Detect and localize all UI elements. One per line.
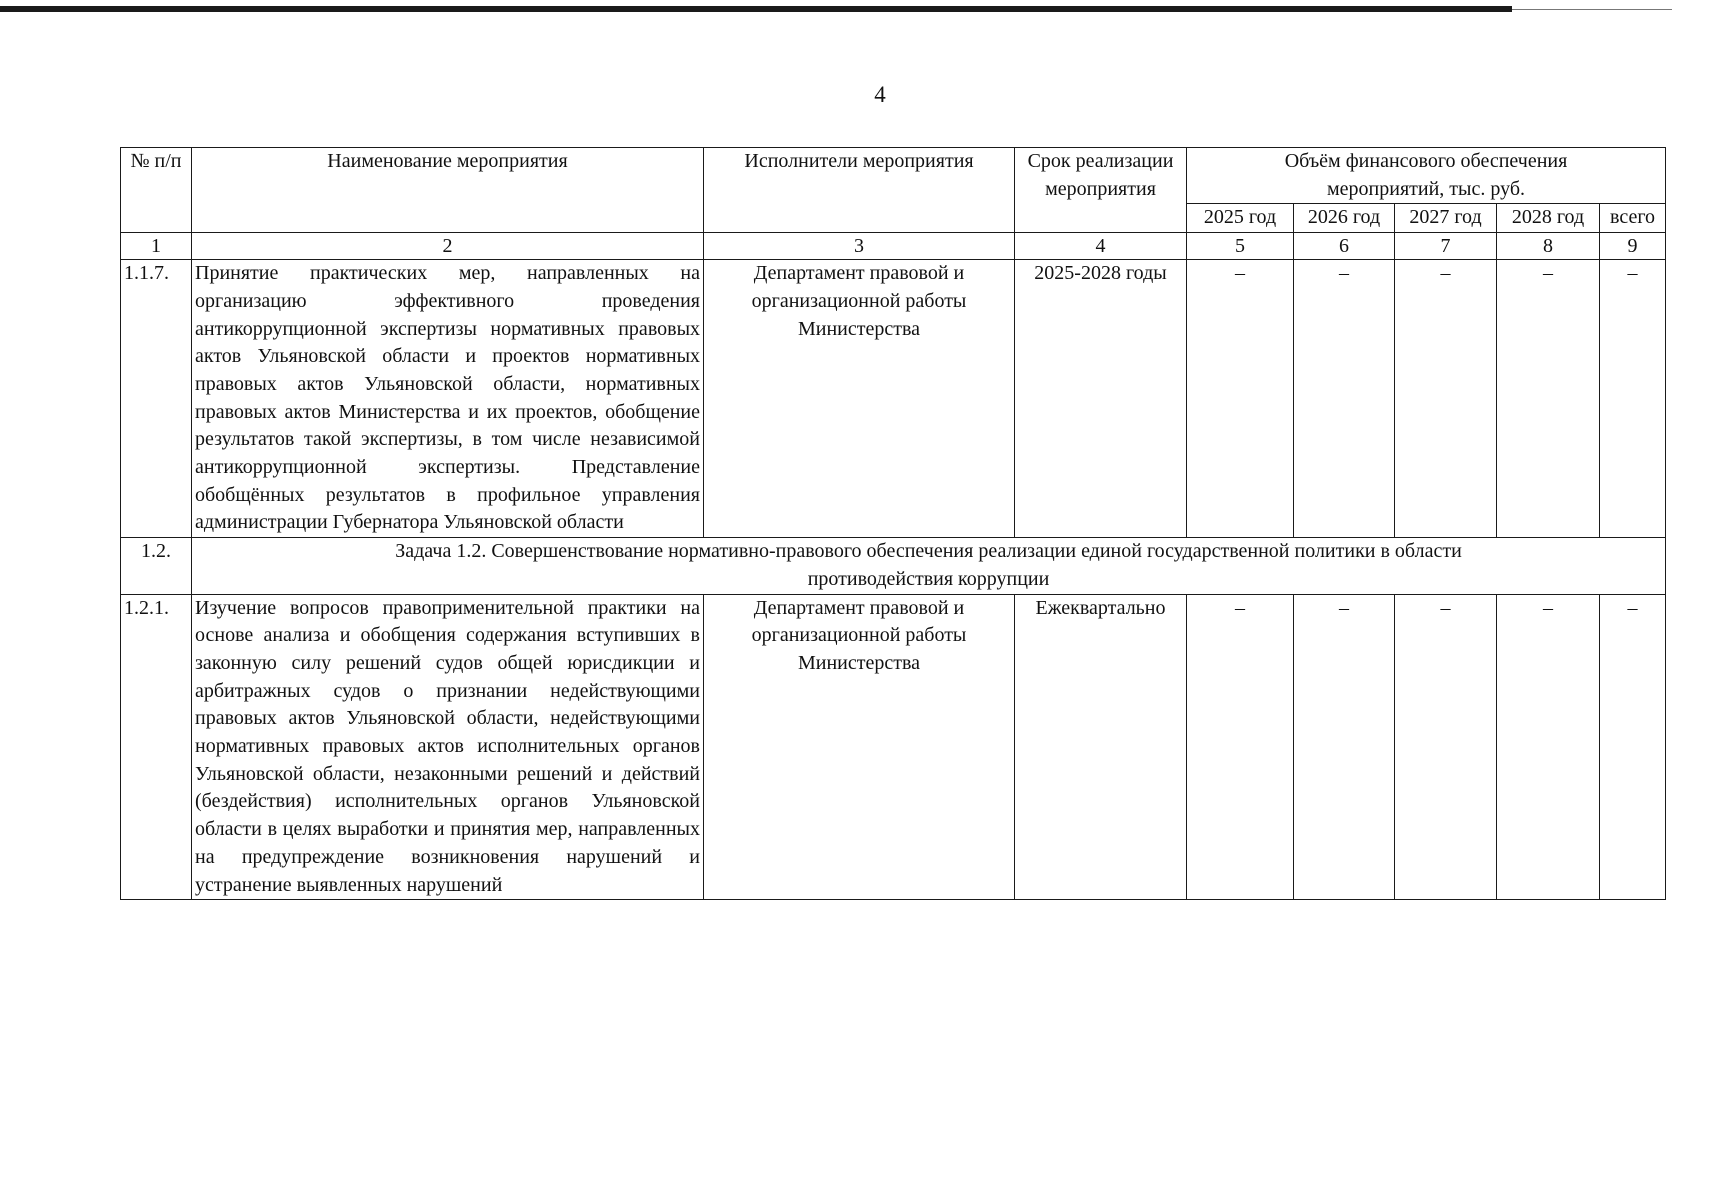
measure-executors: Департамент правовой и организационной работы Министерства <box>704 260 1015 538</box>
header-year-2027: 2027 год <box>1395 204 1497 233</box>
header-total: всего <box>1600 204 1666 233</box>
measure-name: Принятие практических мер, направленных на организацию эффективного проведения антикоррупционной экспертизы нормативных правовых актов Ульяновской области и проектов нормативных правовых актов Ульяновской области, нормативных правовых актов Министерства и их проектов, обобщение результатов такой экспертизы, в том числе независимой антикоррупционной экспертизы. Представление обобщённых результатов в профильное управления администрации Губернатора Ульяновской области <box>192 260 704 538</box>
finance-2028: – <box>1497 260 1600 538</box>
finance-total: – <box>1600 260 1666 538</box>
column-number: 8 <box>1497 233 1600 260</box>
finance-total: – <box>1600 594 1666 900</box>
header-term: Срок реализации мероприятия <box>1015 148 1187 233</box>
header-executors: Исполнители мероприятия <box>704 148 1015 233</box>
column-number: 9 <box>1600 233 1666 260</box>
top-border-rule <box>0 6 1512 12</box>
measure-term: 2025-2028 годы <box>1015 260 1187 538</box>
column-number: 2 <box>192 233 704 260</box>
finance-2027: – <box>1395 260 1497 538</box>
column-number: 3 <box>704 233 1015 260</box>
measures-table <box>120 147 1666 900</box>
header-year-2025: 2025 год <box>1187 204 1294 233</box>
finance-2026: – <box>1294 594 1395 900</box>
finance-2025: – <box>1187 260 1294 538</box>
finance-2027: – <box>1395 594 1497 900</box>
table-row <box>121 260 1666 538</box>
measure-executors: Департамент правовой и организационной работы Министерства <box>704 594 1015 900</box>
header-finance: Объём финансового обеспечения мероприятий, тыс. руб. <box>1187 148 1666 204</box>
column-number: 6 <box>1294 233 1395 260</box>
header-year-2026: 2026 год <box>1294 204 1395 233</box>
page-number: 4 <box>874 82 886 107</box>
task-row <box>121 538 1666 594</box>
column-number: 5 <box>1187 233 1294 260</box>
table-row <box>121 594 1666 900</box>
row-number: 1.2.1. <box>121 594 192 900</box>
column-number: 1 <box>121 233 192 260</box>
finance-2028: – <box>1497 594 1600 900</box>
header-row <box>121 148 1666 204</box>
measure-term: Ежеквартально <box>1015 594 1187 900</box>
row-number: 1.1.7. <box>121 260 192 538</box>
column-number: 4 <box>1015 233 1187 260</box>
header-num: № п/п <box>121 148 192 233</box>
task-title: Задача 1.2. Совершенствование нормативно-правового обеспечения реализации единой государственной политики в области противодействия коррупции <box>192 538 1666 594</box>
row-number: 1.2. <box>121 538 192 594</box>
header-year-2028: 2028 год <box>1497 204 1600 233</box>
finance-2025: – <box>1187 594 1294 900</box>
top-border-rule-thin <box>1512 9 1672 10</box>
column-number: 7 <box>1395 233 1497 260</box>
header-name: Наименование мероприятия <box>192 148 704 233</box>
measure-name: Изучение вопросов правоприменительной практики на основе анализа и обобщения содержания вступивших в законную силу решений судов общей юрисдикции и арбитражных судов о признании недействующими правовых актов Ульяновской области, недействующими нормативных правовых актов исполнительных органов Ульяновской области, незаконными решений и действий (бездействия) исполнительных органов Ульяновской области в целях выработки и принятия мер, направленных на предупреждение возникновения нарушений и устранение выявленных нарушений <box>192 594 704 900</box>
finance-2026: – <box>1294 260 1395 538</box>
column-numbers-row <box>121 233 1666 260</box>
